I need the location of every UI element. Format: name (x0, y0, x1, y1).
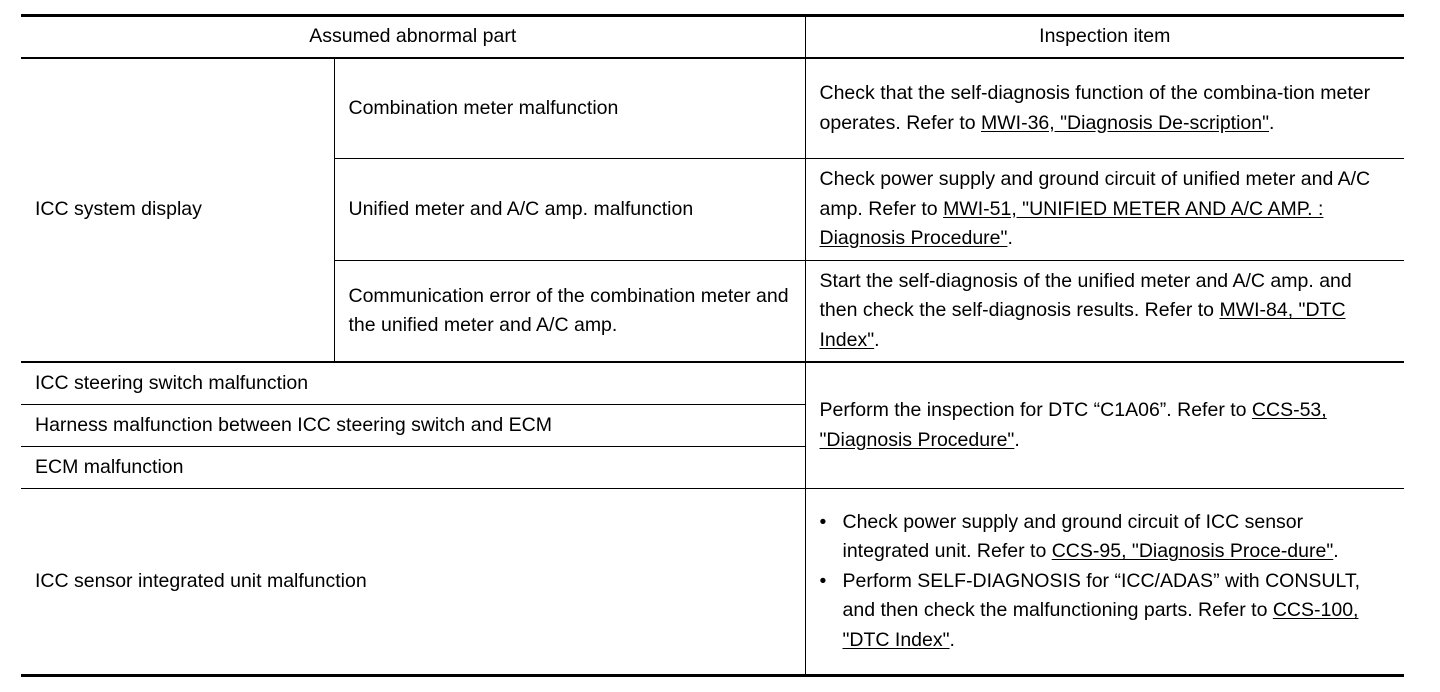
list-item (818, 567, 1393, 656)
part-icc-sensor-integrated-unit: ICC sensor integrated unit malfunction (21, 489, 805, 676)
inspection-sensor-unit (805, 489, 1404, 676)
inspection-text-end: . (1333, 540, 1339, 563)
reference-link-mwi-84[interactable]: MWI-84, "DTC Index" (819, 299, 1346, 351)
inspection-table-container (21, 14, 1404, 677)
table-row (21, 489, 1404, 676)
inspection-text: Check that the self-diagnosis function of the combina-tion meter operates. Refer to (819, 82, 1371, 134)
inspection-steering-group (805, 362, 1404, 489)
inspection-text: Perform SELF-DIAGNOSIS for “ICC/ADAS” with CONSULT, and then check the malfunctioning parts. Refer to (842, 569, 1361, 622)
inspection-text-end: . (1014, 428, 1020, 451)
header-inspection-item: Inspection item (805, 16, 1404, 59)
reference-link-mwi-36[interactable]: MWI-36, "Diagnosis De-scription" (981, 111, 1270, 134)
inspection-text-end: . (1269, 111, 1275, 134)
inspection-bullet-list (818, 508, 1393, 656)
table-row (21, 58, 1404, 159)
part-ecm: ECM malfunction (21, 447, 805, 489)
reference-link-ccs-100[interactable]: CCS-100, "DTC Index" (842, 599, 1359, 651)
list-item (818, 508, 1393, 567)
inspection-communication-error (805, 261, 1404, 363)
table-row (21, 362, 1404, 405)
table-header-row (21, 16, 1404, 59)
part-combination-meter: Combination meter malfunction (334, 58, 805, 159)
inspection-combination-meter (805, 58, 1404, 159)
inspection-text-end: . (1007, 227, 1013, 250)
group-icc-system-display: ICC system display (21, 58, 334, 362)
part-harness: Harness malfunction between ICC steering switch and ECM (21, 405, 805, 447)
inspection-table (21, 14, 1404, 677)
inspection-text: Start the self-diagnosis of the unified meter and A/C amp. and then check the self-diagnosis results. Refer to (819, 269, 1352, 322)
reference-link-ccs-53[interactable]: CCS-53, "Diagnosis Procedure" (819, 399, 1327, 451)
reference-link-ccs-95[interactable]: CCS-95, "Diagnosis Proce-dure" (1051, 540, 1334, 563)
reference-link-mwi-51[interactable]: MWI-51, "UNIFIED METER AND A/C AMP. : Diagnosis Procedure" (819, 197, 1324, 250)
bullet-icon: • (819, 569, 827, 592)
part-communication-error: Communication error of the combination meter and the unified meter and A/C amp. (334, 261, 805, 363)
header-assumed-abnormal-part: Assumed abnormal part (21, 16, 805, 59)
inspection-text: Perform the inspection for DTC “C1A06”. Refer to (819, 399, 1252, 421)
inspection-text: Check power supply and ground circuit of unified meter and A/C amp. Refer to (819, 168, 1371, 220)
part-icc-steering-switch: ICC steering switch malfunction (21, 362, 805, 405)
inspection-text-end: . (874, 328, 880, 351)
part-unified-meter: Unified meter and A/C amp. malfunction (334, 159, 805, 261)
inspection-text: Check power supply and ground circuit of ICC sensor integrated unit. Refer to (842, 510, 1304, 563)
bullet-icon: • (819, 510, 827, 533)
inspection-unified-meter (805, 159, 1404, 261)
inspection-text-end: . (949, 628, 955, 651)
